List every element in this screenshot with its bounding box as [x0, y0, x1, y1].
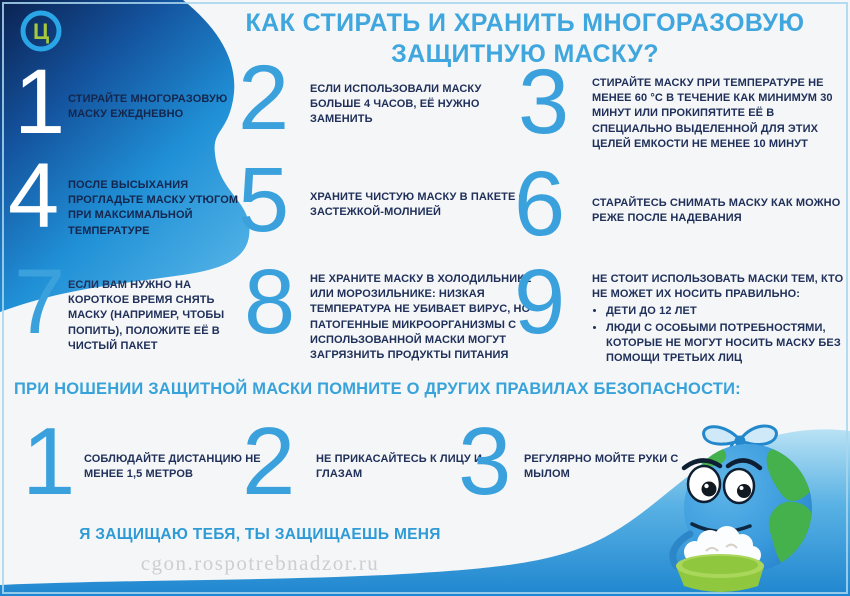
rule-number: 1	[22, 408, 74, 515]
rule-text: ЕСЛИ ИСПОЛЬЗОВАЛИ МАСКУ БОЛЬШЕ 4 ЧАСОВ, ЕЁ НУЖНО ЗАМЕНИТЬ	[310, 83, 482, 126]
rule-number: 2	[238, 47, 288, 149]
watermark-url: cgon.rospotrebnadzor.ru	[140, 551, 380, 575]
right-eye-icon	[724, 469, 754, 503]
rule-text: ПОСЛЕ ВЫСЫХАНИЯ ПРОГЛАДЬТЕ МАСКУ УТЮГОМ ПРИ МАКСИМАЛЬНОЙ ТЕМПЕРАТУРЕ	[68, 179, 239, 237]
safety-section-heading: ПРИ НОШЕНИИ ЗАЩИТНОЙ МАСКИ ПОМНИТЕ О ДРУГИХ ПРАВИЛАХ БЕЗОПАСНОСТИ:	[14, 380, 741, 398]
rule-text: СТИРАЙТЕ МНОГОРАЗОВУЮ МАСКУ ЕЖЕДНЕВНО	[68, 93, 228, 121]
rule-text: РЕГУЛЯРНО МОЙТЕ РУКИ С МЫЛОМ	[524, 453, 679, 481]
rule-number: 9	[514, 251, 564, 353]
rule-text: ХРАНИТЕ ЧИСТУЮ МАСКУ В ПАКЕТЕ С ЗАСТЕЖКОЙ-МОЛНИЕЙ	[310, 191, 527, 219]
rule-number: 1	[14, 51, 64, 153]
rule-number: 6	[514, 153, 564, 255]
rule-text: НЕ ПРИКАСАЙТЕСЬ К ЛИЦУ И ГЛАЗАМ	[316, 453, 482, 481]
rule-bullet-list	[592, 304, 850, 366]
globe-mascot	[640, 416, 850, 596]
rule-bullet: • ЛЮДИ С ОСОБЫМИ ПОТРЕБНОСТЯМИ, КОТОРЫЕ НЕ МОГУТ НОСИТЬ МАСКУ БЕЗ ПОМОЩИ ТРЕТЬИХ ЛИЦ	[606, 321, 850, 367]
rule-number: 3	[518, 51, 568, 153]
poster-title: КАК СТИРАТЬ И ХРАНИТЬ МНОГОРАЗОВУЮ ЗАЩИТНУЮ МАСКУ?	[245, 9, 805, 68]
rule-number: 4	[8, 145, 58, 247]
rule-number: 3	[458, 408, 510, 515]
rule-number: 5	[238, 149, 288, 251]
rule-text	[592, 272, 850, 367]
rule-text: СТИРАЙТЕ МАСКУ ПРИ ТЕМПЕРАТУРЕ НЕ МЕНЕЕ 60 °С В ТЕЧЕНИЕ КАК МИНИМУМ 30 МИНУТ ИЛИ ПРОКИПЯТИТЕ ЕЁ В СПЕЦИАЛЬНО ВЫДЕЛЕННОЙ ДЛЯ ЭТИХ ЦЕЛЕЙ ЕМКОСТИ НЕ МЕНЕЕ 10 МИНУТ	[592, 77, 833, 150]
slogan: Я ЗАЩИЩАЮ ТЕБЯ, ТЫ ЗАЩИЩАЕШЬ МЕНЯ	[79, 526, 441, 543]
rule-text: ЕСЛИ ВАМ НУЖНО НА КОРОТКОЕ ВРЕМЯ СНЯТЬ МАСКУ (НАПРИМЕР, ЧТОБЫ ПОПИТЬ), ПОЛОЖИТЕ ЕЁ В ЧИСТЫЙ ПАКЕТ	[68, 279, 225, 352]
rule-text: СОБЛЮДАЙТЕ ДИСТАНЦИЮ НЕ МЕНЕЕ 1,5 МЕТРОВ	[84, 453, 261, 481]
logo-letter: Ц	[32, 19, 50, 44]
cgon-logo	[18, 8, 64, 54]
rule-text: НЕ ХРАНИТЕ МАСКУ В ХОЛОДИЛЬНИКЕ ИЛИ МОРОЗИЛЬНИКЕ: НИЗКАЯ ТЕМПЕРАТУРА НЕ УБИВАЕТ ВИРУС, НО ПАТОГЕННЫЕ МИКРООРГАНИЗМЫ С ИСПОЛЬЗОВАННОЙ МАСКИ МОГУТ ЗАГРЯЗНИТЬ ПРОДУКТЫ ПИТАНИЯ	[310, 273, 532, 361]
rule-bullet: • ДЕТИ ДО 12 ЛЕТ	[606, 304, 850, 319]
rule-number: 8	[244, 251, 294, 353]
rule-text: СТАРАЙТЕСЬ СНИМАТЬ МАСКУ КАК МОЖНО РЕЖЕ ПОСЛЕ НАДЕВАНИЯ	[592, 197, 841, 225]
rule-number: 2	[242, 408, 294, 515]
rule-text-lead: НЕ СТОИТ ИСПОЛЬЗОВАТЬ МАСКИ ТЕМ, КТО НЕ МОЖЕТ ИХ НОСИТЬ ПРАВИЛЬНО:	[592, 273, 844, 301]
rule-number: 7	[14, 251, 64, 353]
